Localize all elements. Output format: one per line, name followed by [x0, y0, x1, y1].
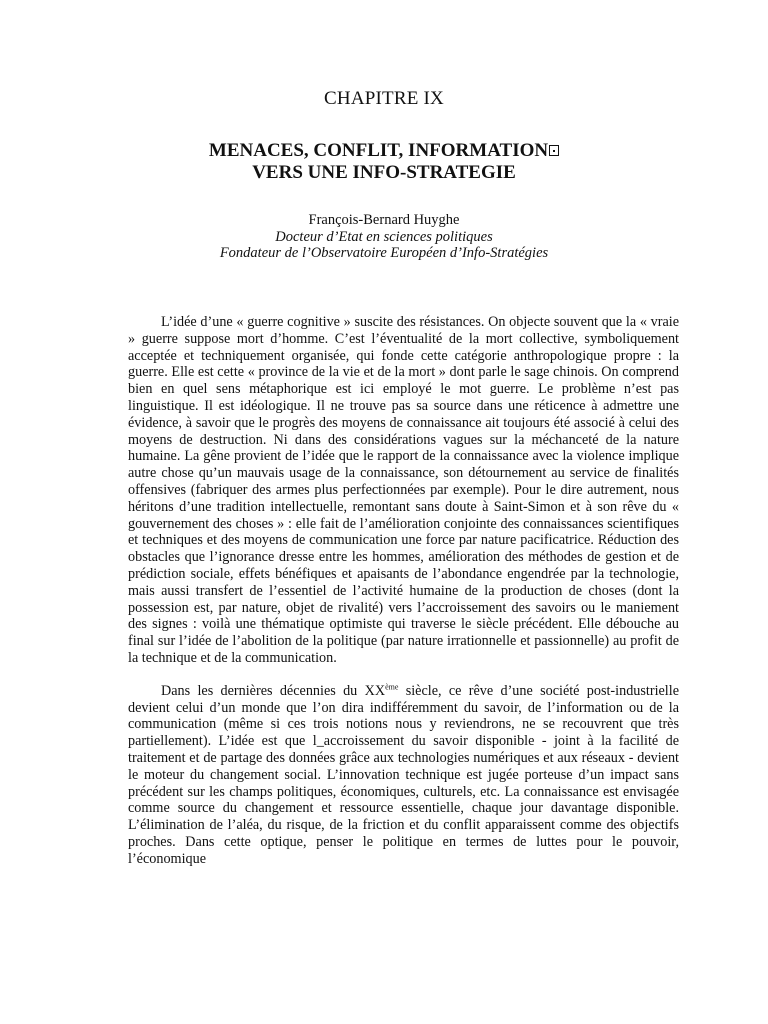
chapter-title [0, 140, 768, 184]
century-superscript: ème [385, 682, 399, 691]
author-role-2: Fondateur de l’Observatoire Européen d’Info-Stratégies [219, 245, 549, 261]
paragraph-2-start: Dans les dernières décennies du XX [161, 682, 386, 699]
title-line-1-text: MENACES, CONFLIT, INFORMATION [208, 140, 549, 161]
paragraph-2 [128, 683, 679, 868]
author-name: François-Bernard Huyghe [308, 212, 460, 228]
missing-glyph-icon [549, 145, 559, 156]
paragraph-1: L’idée d’une « guerre cognitive » suscite des résistances. On objecte souvent que la « vraie » guerre suppose mort d’homme. C’est l’éventualité de la mort collective, symboliquement acceptée et techniquement organisée, qui fonde cette catégorie anthropologique propre : la guerre. Elle est cette « province de la vie et de la mort » dont parle le sage chinois. On comprend bien en quel sens métaphorique est ici employé le mot guerre. Le problème n’est pas linguistique. Il est idéologique. Il ne trouve pas sa source dans une réticence à admettre une évidence, à savoir que le progrès des moyens de connaissance ait toujours été associé à celui des moyens de destruction. Ni dans des considérations vagues sur la méchanceté de la nature humaine. La gêne provient de l’idée que le rapport de la connaissance avec la violence implique autre chose qu’un mauvais usage de la connaissance, son détournement au service de finalités offensives (fabriquer des armes plus perfectionnées par exemple). Pour le dire autrement, nous héritons d’une tradition intellectuelle, remontant sans doute à Saint-Simon et à son rêve du « gouvernement des choses » : elle fait de l’amélioration conjointe des connaissances scientifiques et techniques et des moyens de communication une force par nature pacificatrice. Réduction des obstacles que l’ignorance dresse entre les hommes, amélioration des méthodes de gestion et de prédiction sociale, effets bénéfiques et apaisants de l’abondance engendrée par la technologie, mais aussi transfert de l’essentiel de l’activité humaine de la production de choses (dont la possession est, par nature, objet de rivalité) vers l’accroissement des savoirs ou le maniement des signes : voilà une thématique optimiste qui traverse le siècle précédent. Elle débouche au final sur l’idée de l’abolition de la politique (par nature irrationnelle et passionnelle) au profit de la technique et de la communication. [128, 314, 679, 666]
body-text [128, 314, 679, 868]
author-block [0, 212, 768, 262]
chapter-heading: CHAPITRE IX [324, 88, 444, 109]
paragraph-2-rest: siècle, ce rêve d’une société post-industrielle devient celui d’un monde que l’on dira indifféremment du savoir, de l’information ou de la communication (même si ces trois notions nous y reviendrons, ne se recouvrent que très partiellement). L’idée est que l_accroissement du savoir disponible - joint à la facilité de traitement et de partage des données grâce aux technologies numériques et aux réseaux - devient le moteur du changement social. L’innovation technique est jugée porteuse d’un impact sans précédent sur les champs politiques, économiques, culturels, etc. La connaissance est envisagée comme source du changement et ressource essentielle, chaque jour davantage disponible. L’élimination de l’aléa, du risque, de la friction et du conflit apparaissent comme des objectifs proches. Dans cette optique, penser le politique en termes de luttes pour le pouvoir, l’économique [128, 682, 679, 867]
title-line-2: VERS UNE INFO-STRATEGIE [252, 162, 516, 183]
title-line-1 [0, 140, 768, 162]
author-role-1: Docteur d’Etat en sciences politiques [275, 228, 493, 245]
